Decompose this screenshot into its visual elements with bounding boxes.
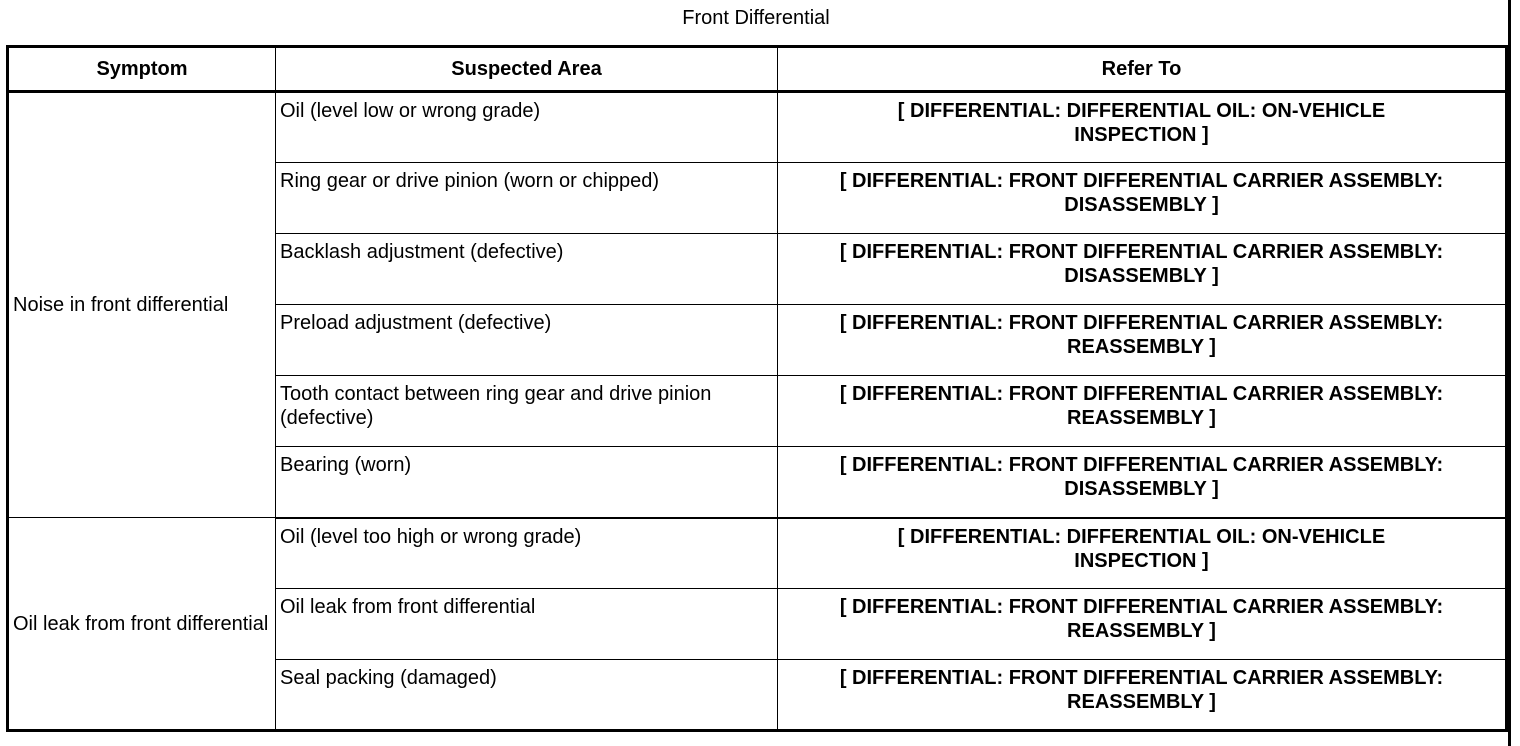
refer-to-cell: [ DIFFERENTIAL: DIFFERENTIAL OIL: ON-VEHICLE INSPECTION ] (778, 518, 1507, 589)
refer-to-cell: [ DIFFERENTIAL: FRONT DIFFERENTIAL CARRIER ASSEMBLY: REASSEMBLY ] (778, 305, 1507, 376)
refer-to-cell: [ DIFFERENTIAL: FRONT DIFFERENTIAL CARRIER ASSEMBLY: DISASSEMBLY ] (778, 234, 1507, 305)
suspected-area-cell: Seal packing (damaged) (276, 660, 778, 731)
suspected-area-cell: Ring gear or drive pinion (worn or chipped) (276, 163, 778, 234)
table-body (8, 92, 1507, 731)
table-row (8, 92, 1507, 163)
suspected-area-cell: Oil (level low or wrong grade) (276, 92, 778, 163)
refer-to-cell: [ DIFFERENTIAL: FRONT DIFFERENTIAL CARRIER ASSEMBLY: REASSEMBLY ] (778, 376, 1507, 447)
suspected-area-cell: Tooth contact between ring gear and drive pinion (defective) (276, 376, 778, 447)
refer-to-cell: [ DIFFERENTIAL: FRONT DIFFERENTIAL CARRIER ASSEMBLY: REASSEMBLY ] (778, 660, 1507, 731)
table-row (8, 518, 1507, 589)
refer-to-header: Refer To (778, 47, 1507, 92)
suspected-area-cell: Oil leak from front differential (276, 589, 778, 660)
header-row (8, 47, 1507, 92)
diagnosis-table (6, 45, 1508, 732)
refer-to-cell: [ DIFFERENTIAL: DIFFERENTIAL OIL: ON-VEHICLE INSPECTION ] (778, 92, 1507, 163)
table-header (8, 47, 1507, 92)
page-edge-rule (1508, 0, 1511, 746)
suspected-area-cell: Preload adjustment (defective) (276, 305, 778, 376)
refer-to-cell: [ DIFFERENTIAL: FRONT DIFFERENTIAL CARRIER ASSEMBLY: REASSEMBLY ] (778, 589, 1507, 660)
symptom-header: Symptom (8, 47, 276, 92)
refer-to-cell: [ DIFFERENTIAL: FRONT DIFFERENTIAL CARRIER ASSEMBLY: DISASSEMBLY ] (778, 447, 1507, 518)
suspected-area-cell: Backlash adjustment (defective) (276, 234, 778, 305)
suspected-area-cell: Bearing (worn) (276, 447, 778, 518)
suspected-area-header: Suspected Area (276, 47, 778, 92)
symptom-cell: Oil leak from front differential (8, 518, 276, 731)
symptom-cell: Noise in front differential (8, 92, 276, 518)
page-title: Front Differential (682, 7, 830, 29)
suspected-area-cell: Oil (level too high or wrong grade) (276, 518, 778, 589)
refer-to-cell: [ DIFFERENTIAL: FRONT DIFFERENTIAL CARRIER ASSEMBLY: DISASSEMBLY ] (778, 163, 1507, 234)
